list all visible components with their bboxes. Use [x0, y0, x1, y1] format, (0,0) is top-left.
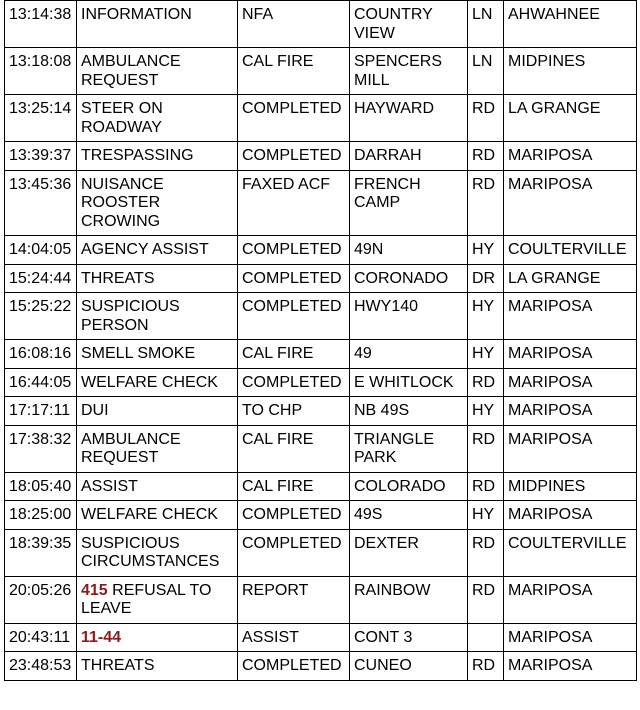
cell-time: 14:04:05	[5, 236, 77, 265]
table-row	[5, 529, 637, 576]
cell-disposition: COMPLETED	[238, 652, 350, 681]
cell-type: RD	[468, 652, 504, 681]
table-row	[5, 501, 637, 530]
cell-type: RD	[468, 472, 504, 501]
table-row	[5, 293, 637, 340]
cell-disposition: TO CHP	[238, 397, 350, 426]
cell-type: DR	[468, 264, 504, 293]
cell-time: 20:05:26	[5, 576, 77, 623]
table-row	[5, 142, 637, 171]
cell-street: CONT 3	[350, 623, 468, 652]
cell-time: 15:25:22	[5, 293, 77, 340]
table-row	[5, 236, 637, 265]
cell-disposition: FAXED ACF	[238, 170, 350, 236]
incident-text: THREATS	[81, 269, 155, 287]
cell-incident	[77, 576, 238, 623]
cell-disposition: COMPLETED	[238, 264, 350, 293]
cell-disposition: COMPLETED	[238, 368, 350, 397]
cell-community: MARIPOSA	[504, 170, 637, 236]
cell-time: 16:44:05	[5, 368, 77, 397]
cell-type: RD	[468, 529, 504, 576]
cell-incident	[77, 293, 238, 340]
cell-disposition: COMPLETED	[238, 529, 350, 576]
cell-street: SPENCERS MILL	[350, 48, 468, 95]
cell-community: LA GRANGE	[504, 264, 637, 293]
cell-disposition: ASSIST	[238, 623, 350, 652]
table-row	[5, 1, 637, 48]
incident-text: AMBULANCE REQUEST	[81, 430, 181, 466]
cell-incident	[77, 623, 238, 652]
cell-type: RD	[468, 142, 504, 171]
table-row	[5, 472, 637, 501]
cell-incident	[77, 142, 238, 171]
cell-street: TRIANGLE PARK	[350, 425, 468, 472]
cell-type	[468, 623, 504, 652]
cell-community: MARIPOSA	[504, 652, 637, 681]
cell-incident	[77, 529, 238, 576]
cell-disposition: COMPLETED	[238, 95, 350, 142]
cell-type: RD	[468, 95, 504, 142]
incident-text: AMBULANCE REQUEST	[81, 53, 181, 89]
cell-street: 49	[350, 340, 468, 369]
call-log-table	[4, 0, 637, 681]
table-row	[5, 264, 637, 293]
cell-incident	[77, 95, 238, 142]
cell-disposition: NFA	[238, 1, 350, 48]
cell-street: HWY140	[350, 293, 468, 340]
cell-incident	[77, 48, 238, 95]
cell-disposition: COMPLETED	[238, 293, 350, 340]
incident-text: WELFARE CHECK	[81, 373, 218, 391]
cell-community: MIDPINES	[504, 472, 637, 501]
cell-type: LN	[468, 1, 504, 48]
cell-community: MARIPOSA	[504, 142, 637, 171]
cell-disposition: COMPLETED	[238, 142, 350, 171]
cell-community: MARIPOSA	[504, 623, 637, 652]
cell-type: HY	[468, 293, 504, 340]
incident-text: SMELL SMOKE	[81, 345, 196, 362]
incident-text: STEER ON ROADWAY	[81, 100, 163, 136]
cell-street: 49S	[350, 501, 468, 530]
cell-type: RD	[468, 170, 504, 236]
incident-text: INFORMATION	[81, 6, 192, 23]
cell-incident	[77, 368, 238, 397]
cell-incident	[77, 340, 238, 369]
cell-disposition: CAL FIRE	[238, 425, 350, 472]
cell-time: 17:38:32	[5, 425, 77, 472]
cell-time: 18:39:35	[5, 529, 77, 576]
cell-incident	[77, 264, 238, 293]
cell-community: AHWAHNEE	[504, 1, 637, 48]
cell-street: CUNEO	[350, 652, 468, 681]
table-row	[5, 368, 637, 397]
cell-street: FRENCH CAMP	[350, 170, 468, 236]
cell-community: MARIPOSA	[504, 293, 637, 340]
cell-incident	[77, 425, 238, 472]
cell-type: HY	[468, 501, 504, 530]
cell-incident	[77, 652, 238, 681]
cell-time: 18:25:00	[5, 501, 77, 530]
cell-street: DEXTER	[350, 529, 468, 576]
table-row	[5, 576, 637, 623]
cell-community: MARIPOSA	[504, 576, 637, 623]
cell-time: 15:24:44	[5, 264, 77, 293]
cell-type: HY	[468, 397, 504, 426]
cell-disposition: CAL FIRE	[238, 340, 350, 369]
cell-incident	[77, 236, 238, 265]
cell-time: 16:08:16	[5, 340, 77, 369]
incident-text: DUI	[81, 402, 109, 419]
incident-code: 11-44	[81, 628, 122, 646]
cell-incident	[77, 397, 238, 426]
table-row	[5, 397, 637, 426]
cell-street: DARRAH	[350, 142, 468, 171]
incident-text: NUISANCE ROOSTER CROWING	[81, 175, 164, 230]
cell-disposition: CAL FIRE	[238, 472, 350, 501]
incident-code: 415	[81, 581, 108, 599]
cell-type: RD	[468, 368, 504, 397]
cell-time: 13:25:14	[5, 95, 77, 142]
cell-disposition: COMPLETED	[238, 501, 350, 530]
cell-time: 23:48:53	[5, 652, 77, 681]
cell-community: MARIPOSA	[504, 501, 637, 530]
cell-time: 20:43:11	[5, 623, 77, 652]
cell-incident	[77, 1, 238, 48]
cell-type: RD	[468, 576, 504, 623]
cell-incident	[77, 501, 238, 530]
incident-text: WELFARE CHECK	[81, 506, 218, 523]
cell-type: LN	[468, 48, 504, 95]
cell-community: MARIPOSA	[504, 397, 637, 426]
cell-time: 13:14:38	[5, 1, 77, 48]
call-log-body	[5, 1, 637, 681]
incident-text: AGENCY ASSIST	[81, 241, 209, 258]
table-row	[5, 623, 637, 652]
cell-incident	[77, 170, 238, 236]
cell-disposition: CAL FIRE	[238, 48, 350, 95]
incident-text: TRESPASSING	[81, 147, 194, 164]
cell-community: MARIPOSA	[504, 368, 637, 397]
cell-type: RD	[468, 425, 504, 472]
cell-disposition: REPORT	[238, 576, 350, 623]
incident-text: SUSPICIOUS CIRCUMSTANCES	[81, 534, 220, 570]
cell-time: 13:18:08	[5, 48, 77, 95]
cell-street: E WHITLOCK	[350, 368, 468, 397]
incident-text: ASSIST	[81, 477, 138, 495]
table-row	[5, 95, 637, 142]
incident-text: THREATS	[81, 657, 155, 674]
table-row	[5, 652, 637, 681]
cell-time: 13:45:36	[5, 170, 77, 236]
cell-street: NB 49S	[350, 397, 468, 426]
cell-time: 17:17:11	[5, 397, 77, 426]
table-row	[5, 425, 637, 472]
cell-time: 18:05:40	[5, 472, 77, 501]
table-row	[5, 48, 637, 95]
cell-type: HY	[468, 340, 504, 369]
cell-community: COULTERVILLE	[504, 529, 637, 576]
cell-community: MARIPOSA	[504, 425, 637, 472]
cell-community: MARIPOSA	[504, 340, 637, 369]
cell-time: 13:39:37	[5, 142, 77, 171]
cell-incident	[77, 472, 238, 501]
cell-community: LA GRANGE	[504, 95, 637, 142]
cell-disposition: COMPLETED	[238, 236, 350, 265]
cell-street: COUNTRY VIEW	[350, 1, 468, 48]
cell-type: HY	[468, 236, 504, 265]
cell-street: CORONADO	[350, 264, 468, 293]
incident-text: SUSPICIOUS PERSON	[81, 298, 180, 334]
incident-text: REFUSAL TO LEAVE	[81, 581, 212, 617]
cell-street: 49N	[350, 236, 468, 265]
cell-community: COULTERVILLE	[504, 236, 637, 265]
cell-street: HAYWARD	[350, 95, 468, 142]
cell-street: RAINBOW	[350, 576, 468, 623]
table-row	[5, 340, 637, 369]
table-row	[5, 170, 637, 236]
cell-street: COLORADO	[350, 472, 468, 501]
cell-community: MIDPINES	[504, 48, 637, 95]
